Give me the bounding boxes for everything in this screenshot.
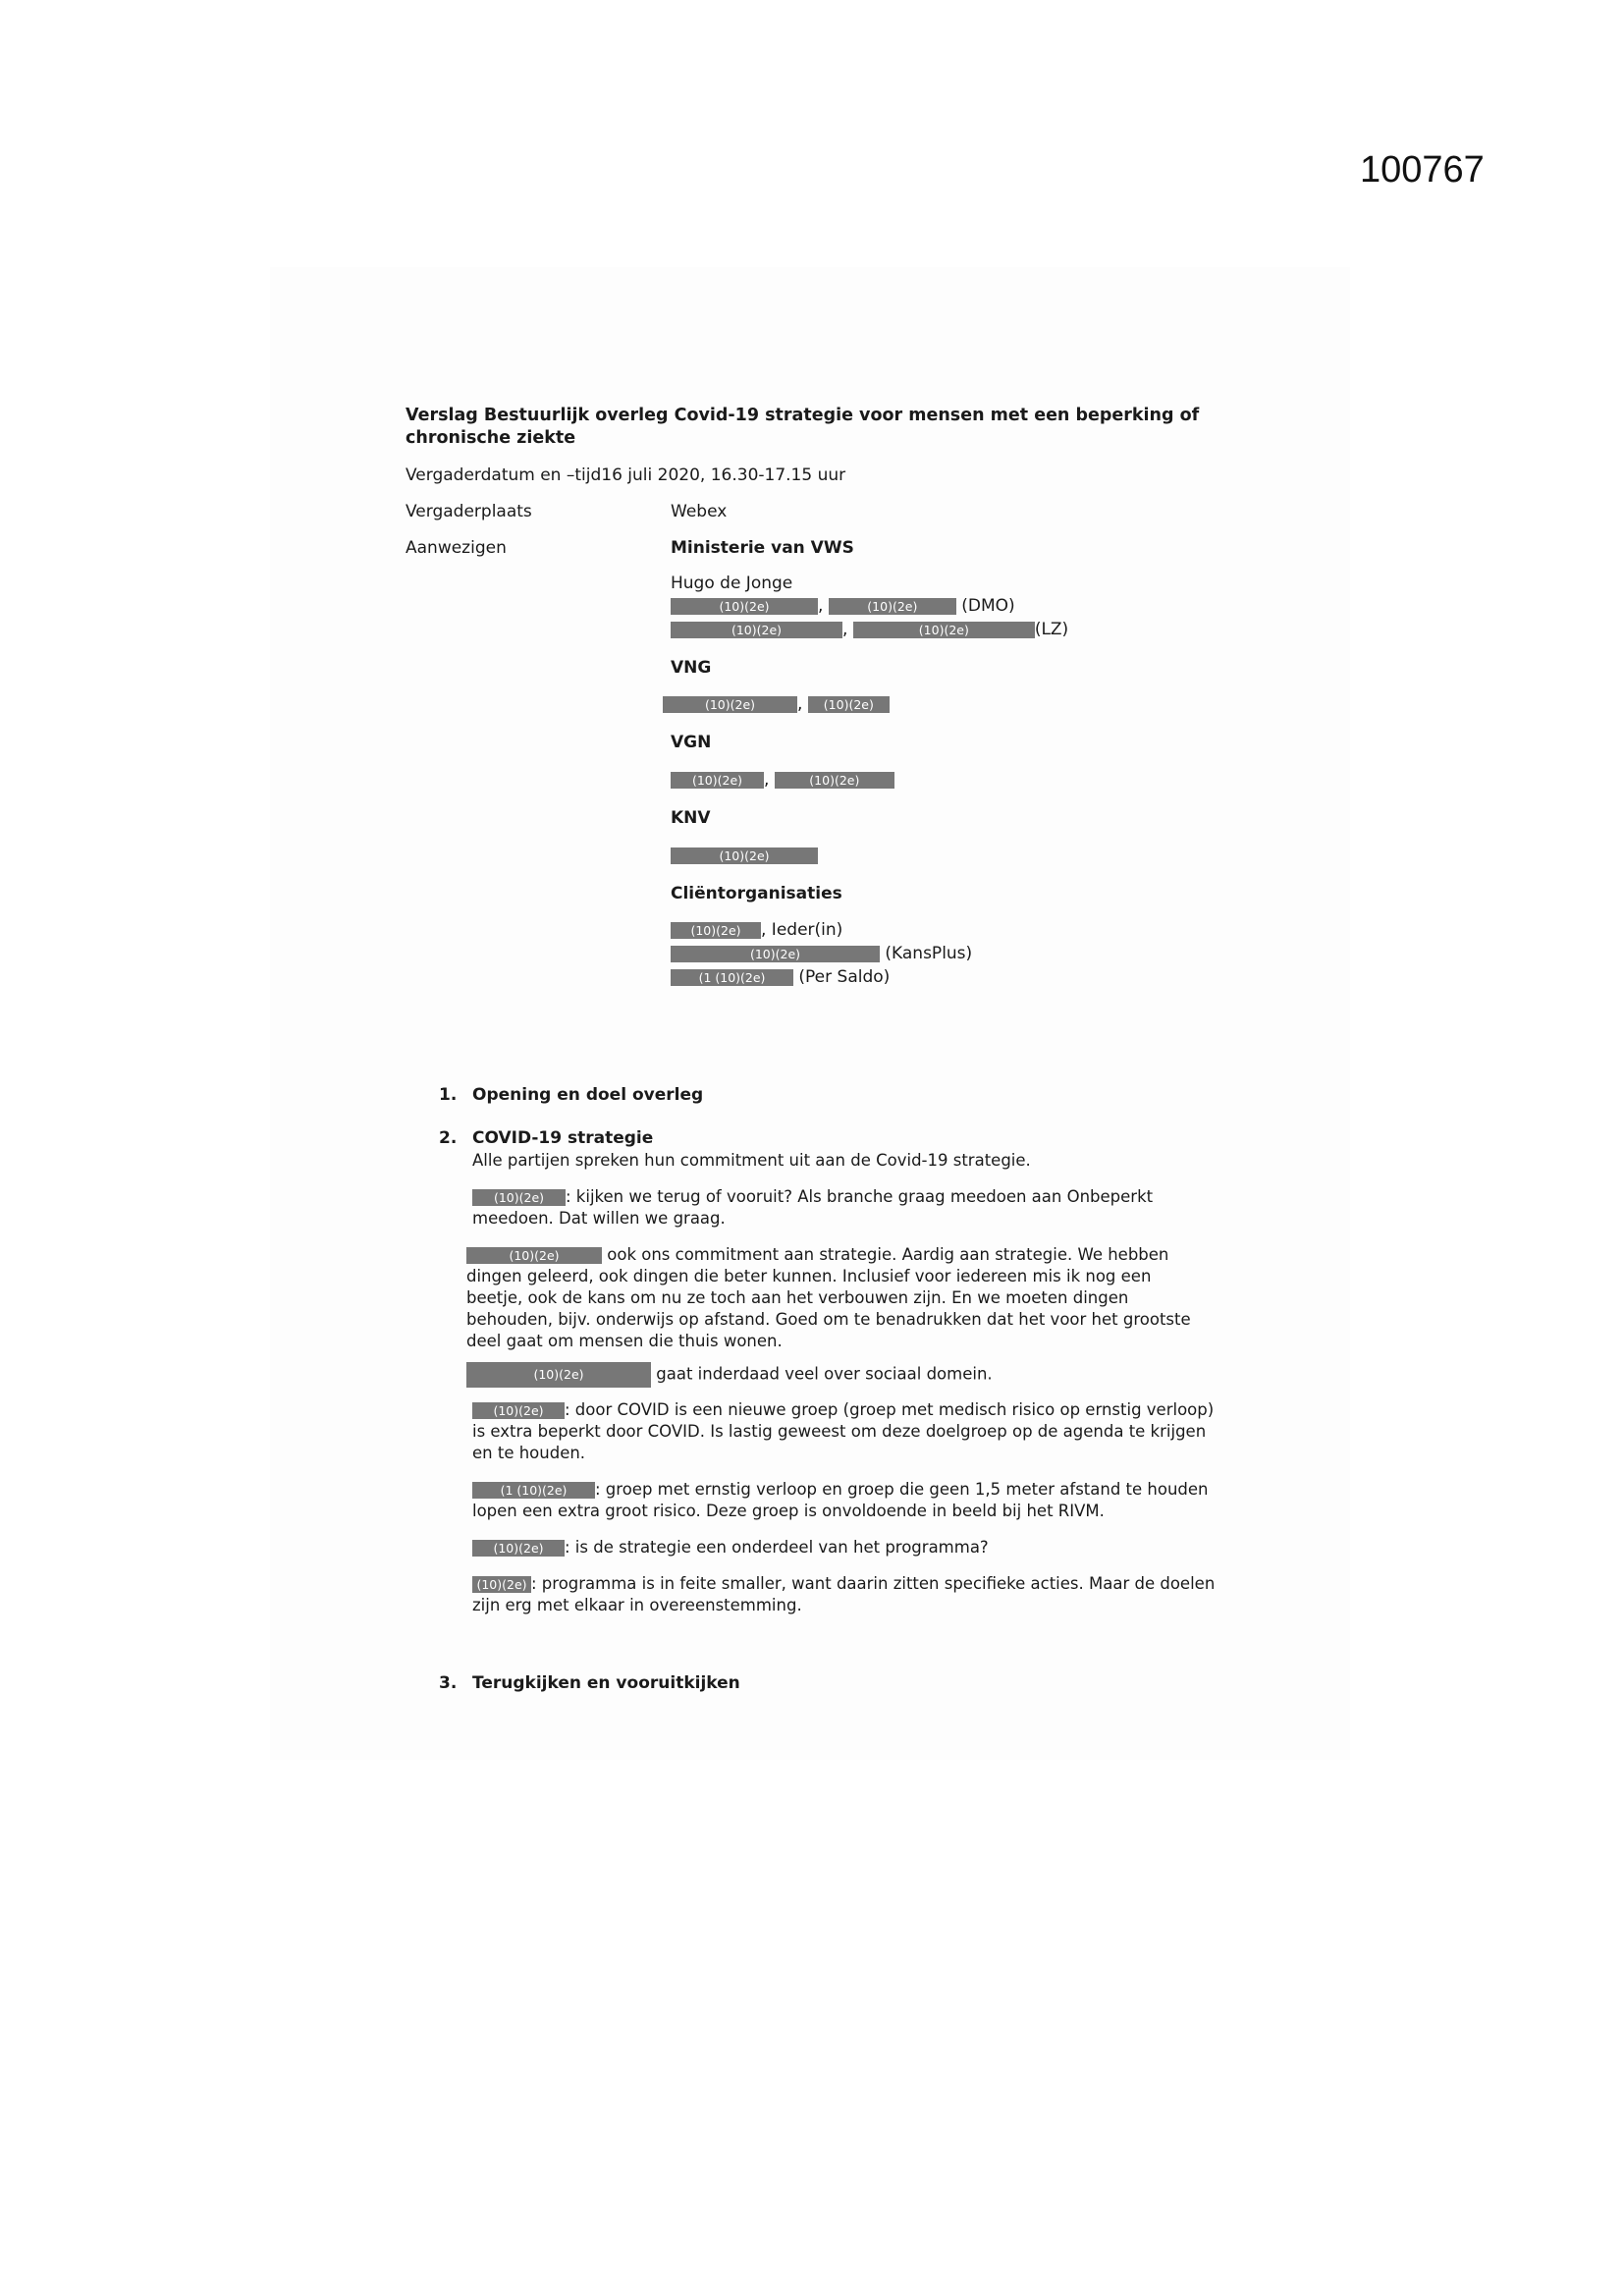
statement-2 (466, 1244, 1258, 1352)
redaction-box: (10)(2e) (671, 622, 842, 638)
redaction-box: (10)(2e) (472, 1402, 565, 1419)
redaction-box: (10)(2e) (466, 1362, 651, 1388)
statement-1-line-1: : kijken we terug of vooruit? Als branche graag meedoen aan Onbeperkt (566, 1187, 1154, 1206)
client-orgs-heading: Cliëntorganisaties (671, 884, 842, 903)
attendees-label: Aanwezigen (406, 538, 507, 558)
statement-5-line-1: : groep met ernstig verloop en groep die geen 1,5 meter afstand te houden (595, 1480, 1209, 1499)
statement-4-line-2: is extra beperkt door COVID. Is lastig geweest om deze doelgroep op de agenda te krijgen (472, 1422, 1207, 1441)
meeting-place-value: Webex (671, 502, 728, 521)
document-title (406, 405, 1211, 450)
redaction-box: (10)(2e) (671, 598, 818, 615)
statement-4 (472, 1399, 1258, 1464)
vng-heading: VNG (671, 658, 712, 678)
knv-row (671, 846, 818, 865)
redaction-box: (10)(2e) (671, 922, 761, 939)
redaction-box: (10)(2e) (472, 1576, 531, 1593)
agenda-title: Opening en doel overleg (472, 1085, 704, 1105)
iederin-label: , Ieder(in) (761, 920, 843, 940)
meeting-date-value: 16 juli 2020, 16.30-17.15 uur (601, 465, 846, 485)
statement-2-line-2: dingen geleerd, ook dingen die beter kunnen. Inclusief voor iedereen mis ik nog een (466, 1267, 1152, 1285)
statement-5 (472, 1479, 1258, 1522)
statement-4-line-1: : door COVID is een nieuwe groep (groep met medisch risico op ernstig verloop) (565, 1400, 1215, 1419)
statement-2-line-3: beetje, ook de kans om nu ze toch aan het verbouwen zijn. En we moeten dingen (466, 1288, 1129, 1307)
vws-row-dmo (671, 596, 1015, 616)
item2-intro: Alle partijen spreken hun commitment uit aan de Covid-19 strategie. (472, 1151, 1031, 1170)
client-row-kansplus (671, 944, 972, 963)
redaction-box: (1 (10)(2e) (472, 1482, 595, 1499)
redaction-box: (10)(2e) (671, 946, 880, 962)
vgn-row (671, 770, 894, 790)
vng-row (663, 694, 890, 714)
title-line-2: chronische ziekte (406, 428, 576, 448)
redaction-box: (10)(2e) (472, 1540, 565, 1557)
statement-2-line-4: behouden, bijv. onderwijs op afstand. Goed om te benadrukken dat het voor het grootste (466, 1310, 1191, 1329)
meeting-place-label: Vergaderplaats (406, 502, 532, 521)
dmo-label: (DMO) (961, 596, 1015, 616)
vws-row-lz (671, 620, 1068, 639)
redaction-box: (10)(2e) (853, 622, 1035, 638)
meeting-date (406, 465, 845, 485)
statement-3-line-1: gaat inderdaad veel over sociaal domein. (656, 1364, 993, 1384)
redaction-box: (10)(2e) (663, 696, 797, 713)
agenda-item-1 (439, 1085, 704, 1105)
agenda-item-2 (439, 1128, 654, 1148)
vws-minister: Hugo de Jonge (671, 574, 793, 593)
statement-4-line-3: en te houden. (472, 1444, 586, 1462)
statement-7-line-1: : programma is in feite smaller, want daarin zitten specifieke acties. Maar de doelen (531, 1574, 1216, 1593)
comma: , (818, 596, 824, 616)
redaction-box: (10)(2e) (829, 598, 956, 615)
redaction-box: (10)(2e) (671, 772, 764, 789)
vws-heading: Ministerie van VWS (671, 538, 854, 558)
agenda-number: 3. (439, 1673, 458, 1693)
redaction-box: (10)(2e) (808, 696, 890, 713)
lz-label: (LZ) (1034, 620, 1069, 639)
redaction-box: (10)(2e) (671, 847, 818, 864)
agenda-item-3 (439, 1673, 740, 1693)
agenda-number: 2. (439, 1128, 458, 1148)
knv-heading: KNV (671, 808, 711, 828)
client-row-iederin (671, 920, 842, 940)
redaction-box: (1 (10)(2e) (671, 969, 793, 986)
statement-1 (472, 1186, 1258, 1230)
statement-1-line-2: meedoen. Dat willen we graag. (472, 1209, 726, 1228)
comma: , (842, 620, 848, 639)
agenda-number: 1. (439, 1085, 458, 1105)
persaldo-label: (Per Saldo) (798, 967, 891, 987)
client-row-persaldo (671, 967, 890, 987)
statement-6-line-1: : is de strategie een onderdeel van het programma? (565, 1538, 989, 1557)
statement-5-line-2: lopen een extra groot risico. Deze groep is onvoldoende in beeld bij het RIVM. (472, 1502, 1105, 1520)
agenda-title: Terugkijken en vooruitkijken (472, 1673, 740, 1693)
redaction-box: (10)(2e) (775, 772, 894, 789)
kansplus-label: (KansPlus) (885, 944, 973, 963)
meeting-date-label: Vergaderdatum en –tijd (406, 465, 602, 485)
statement-3 (466, 1362, 1258, 1388)
statement-6 (472, 1537, 1258, 1558)
comma: , (797, 694, 803, 714)
document-id: 100767 (1360, 149, 1485, 191)
redaction-box: (10)(2e) (472, 1189, 566, 1206)
statement-2-line-5: deel gaat om mensen die thuis wonen. (466, 1332, 783, 1350)
agenda-title: COVID-19 strategie (472, 1128, 654, 1148)
title-line-1: Verslag Bestuurlijk overleg Covid-19 strategie voor mensen met een beperking of (406, 406, 1200, 425)
statement-7-line-2: zijn erg met elkaar in overeenstemming. (472, 1596, 802, 1614)
statement-7 (472, 1573, 1258, 1616)
item2-body (466, 1150, 1258, 1616)
vgn-heading: VGN (671, 733, 712, 752)
comma: , (764, 770, 770, 790)
statement-2-line-1: ook ons commitment aan strategie. Aardig aan strategie. We hebben (607, 1245, 1169, 1264)
redaction-box: (10)(2e) (466, 1247, 602, 1264)
